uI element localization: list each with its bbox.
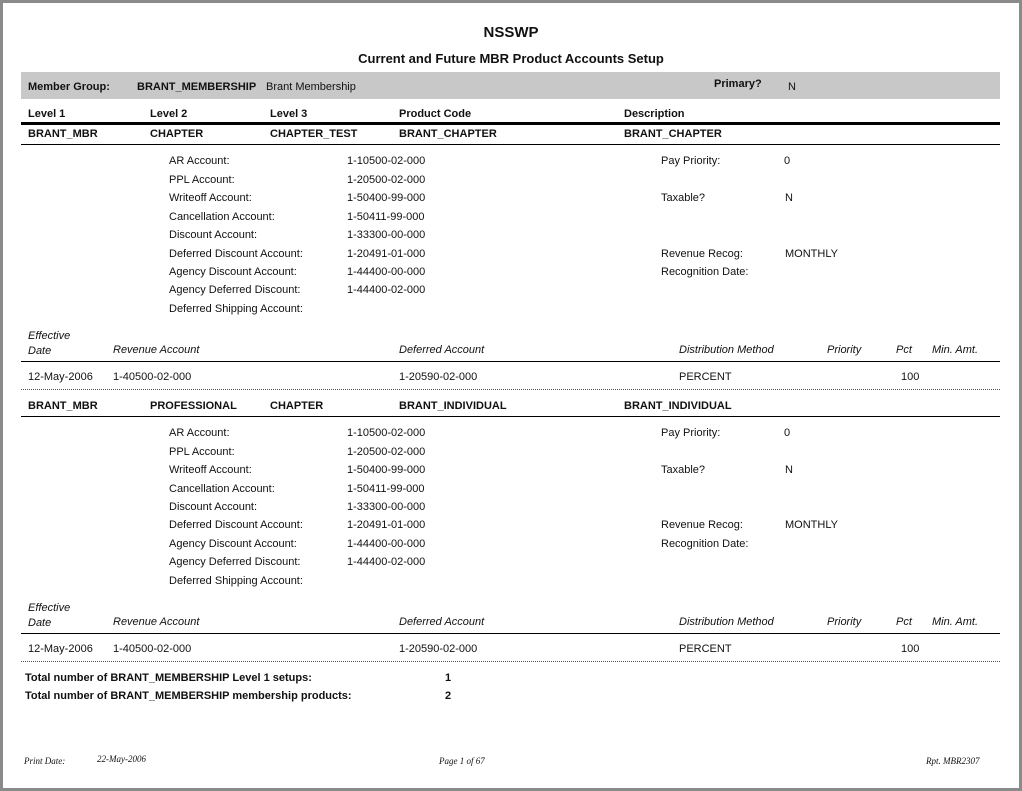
dist-header-effective: Effective [28, 330, 71, 342]
dist-header-effective: Effective [28, 602, 71, 614]
deferred-discount-label: Deferred Discount Account: [169, 248, 303, 260]
member-group-label: Member Group: [28, 81, 110, 93]
product-level3: CHAPTER_TEST [270, 128, 358, 140]
report-title: NSSWP [483, 24, 539, 41]
dist-row-divider [21, 661, 1000, 662]
ar-account-label: AR Account: [169, 155, 230, 167]
dist-header-pct: Pct [896, 616, 912, 628]
dist-method: PERCENT [679, 643, 732, 655]
print-date-label: Print Date: [24, 756, 66, 766]
deferred-shipping-label: Deferred Shipping Account: [169, 575, 303, 587]
product-code: BRANT_INDIVIDUAL [399, 400, 507, 412]
cancellation-account-value: 1-50411-99-000 [347, 483, 425, 495]
dist-revenue-account: 1-40500-02-000 [113, 643, 192, 655]
deferred-discount-value: 1-20491-01-000 [347, 519, 426, 531]
total-products-value: 2 [445, 690, 452, 702]
recognition-date-label: Recognition Date: [661, 266, 749, 278]
taxable-label: Taxable? [661, 192, 706, 204]
pay-priority-label: Pay Priority: [661, 427, 721, 439]
product-rule [21, 144, 1000, 145]
dist-header-deferred-account: Deferred Account [399, 616, 485, 628]
dist-header-distribution-method: Distribution Method [679, 616, 774, 628]
writeoff-account-label: Writeoff Account: [169, 192, 252, 204]
discount-account-label: Discount Account: [169, 229, 258, 241]
dist-row-divider [21, 389, 1000, 390]
ppl-account-label: PPL Account: [169, 446, 235, 458]
report-subtitle: Current and Future MBR Product Accounts Setup [358, 51, 664, 66]
col-header-description: Description [624, 108, 685, 120]
product-level1: BRANT_MBR [28, 128, 98, 140]
agency-deferred-value: 1-44400-02-000 [347, 284, 426, 296]
primary-value: N [788, 81, 796, 93]
cancellation-account-value: 1-50411-99-000 [347, 211, 425, 223]
dist-header-rule [21, 361, 1000, 362]
dist-header-date: Date [28, 345, 52, 357]
cancellation-account-label: Cancellation Account: [169, 211, 275, 223]
deferred-shipping-label: Deferred Shipping Account: [169, 303, 303, 315]
dist-revenue-account: 1-40500-02-000 [113, 371, 192, 383]
agency-discount-label: Agency Discount Account: [169, 538, 297, 550]
print-date-value: 22-May-2006 [97, 754, 146, 764]
ar-account-label: AR Account: [169, 427, 230, 439]
member-group-code: BRANT_MEMBERSHIP [137, 81, 257, 93]
col-header-product-code: Product Code [399, 108, 472, 120]
dist-header-pct: Pct [896, 344, 912, 356]
agency-deferred-value: 1-44400-02-000 [347, 556, 426, 568]
taxable-value: N [785, 464, 793, 476]
dist-pct: 100 [901, 643, 920, 655]
product-level1: BRANT_MBR [28, 400, 98, 412]
dist-header-min-amt: Min. Amt. [932, 616, 979, 628]
ppl-account-label: PPL Account: [169, 174, 235, 186]
dist-date: 12-May-2006 [28, 643, 93, 655]
pay-priority-value: 0 [784, 155, 791, 167]
header-rule [21, 122, 1000, 125]
revenue-recog-value: MONTHLY [785, 248, 838, 260]
dist-header-min-amt: Min. Amt. [932, 344, 979, 356]
dist-method: PERCENT [679, 371, 732, 383]
ppl-account-value: 1-20500-02-000 [347, 174, 426, 186]
ar-account-value: 1-10500-02-000 [347, 427, 426, 439]
agency-discount-label: Agency Discount Account: [169, 266, 297, 278]
dist-header-revenue-account: Revenue Account [113, 616, 200, 628]
deferred-discount-value: 1-20491-01-000 [347, 248, 426, 260]
dist-pct: 100 [901, 371, 920, 383]
product-description: BRANT_INDIVIDUAL [624, 400, 732, 412]
primary-label: Primary? [714, 78, 762, 90]
cancellation-account-label: Cancellation Account: [169, 483, 275, 495]
agency-deferred-label: Agency Deferred Discount: [169, 556, 301, 568]
dist-header-distribution-method: Distribution Method [679, 344, 774, 356]
total-level1-value: 1 [445, 672, 452, 684]
dist-header-revenue-account: Revenue Account [113, 344, 200, 356]
recognition-date-label: Recognition Date: [661, 538, 749, 550]
product-rule [21, 416, 1000, 417]
product-level2: PROFESSIONAL [150, 400, 237, 412]
dist-deferred-account: 1-20590-02-000 [399, 371, 478, 383]
revenue-recog-label: Revenue Recog: [661, 519, 743, 531]
pay-priority-value: 0 [784, 427, 791, 439]
pay-priority-label: Pay Priority: [661, 155, 721, 167]
col-header-level3: Level 3 [270, 108, 308, 120]
total-products-label: Total number of BRANT_MEMBERSHIP membership products: [25, 690, 352, 702]
dist-deferred-account: 1-20590-02-000 [399, 643, 478, 655]
product-level2: CHAPTER [150, 128, 204, 140]
writeoff-account-value: 1-50400-99-000 [347, 464, 426, 476]
report-id: Rpt. MBR2307 [926, 756, 980, 766]
page-number: Page 1 of 67 [439, 756, 485, 766]
dist-header-date: Date [28, 617, 52, 629]
total-level1-label: Total number of BRANT_MEMBERSHIP Level 1 setups: [25, 672, 312, 684]
agency-discount-value: 1-44400-00-000 [347, 266, 426, 278]
member-group-name: Brant Membership [266, 81, 356, 93]
dist-header-deferred-account: Deferred Account [399, 344, 485, 356]
agency-discount-value: 1-44400-00-000 [347, 538, 426, 550]
writeoff-account-value: 1-50400-99-000 [347, 192, 426, 204]
revenue-recog-label: Revenue Recog: [661, 248, 743, 260]
product-level3: CHAPTER [270, 400, 324, 412]
ppl-account-value: 1-20500-02-000 [347, 446, 426, 458]
revenue-recog-value: MONTHLY [785, 519, 838, 531]
ar-account-value: 1-10500-02-000 [347, 155, 426, 167]
dist-header-priority: Priority [827, 616, 862, 628]
taxable-label: Taxable? [661, 464, 706, 476]
agency-deferred-label: Agency Deferred Discount: [169, 284, 301, 296]
product-description: BRANT_CHAPTER [624, 128, 722, 140]
dist-date: 12-May-2006 [28, 371, 93, 383]
discount-account-value: 1-33300-00-000 [347, 229, 426, 241]
col-header-level1: Level 1 [28, 108, 66, 120]
col-header-level2: Level 2 [150, 108, 188, 120]
discount-account-value: 1-33300-00-000 [347, 501, 426, 513]
writeoff-account-label: Writeoff Account: [169, 464, 252, 476]
product-code: BRANT_CHAPTER [399, 128, 497, 140]
dist-header-priority: Priority [827, 344, 862, 356]
deferred-discount-label: Deferred Discount Account: [169, 519, 303, 531]
discount-account-label: Discount Account: [169, 501, 258, 513]
taxable-value: N [785, 192, 793, 204]
dist-header-rule [21, 633, 1000, 634]
